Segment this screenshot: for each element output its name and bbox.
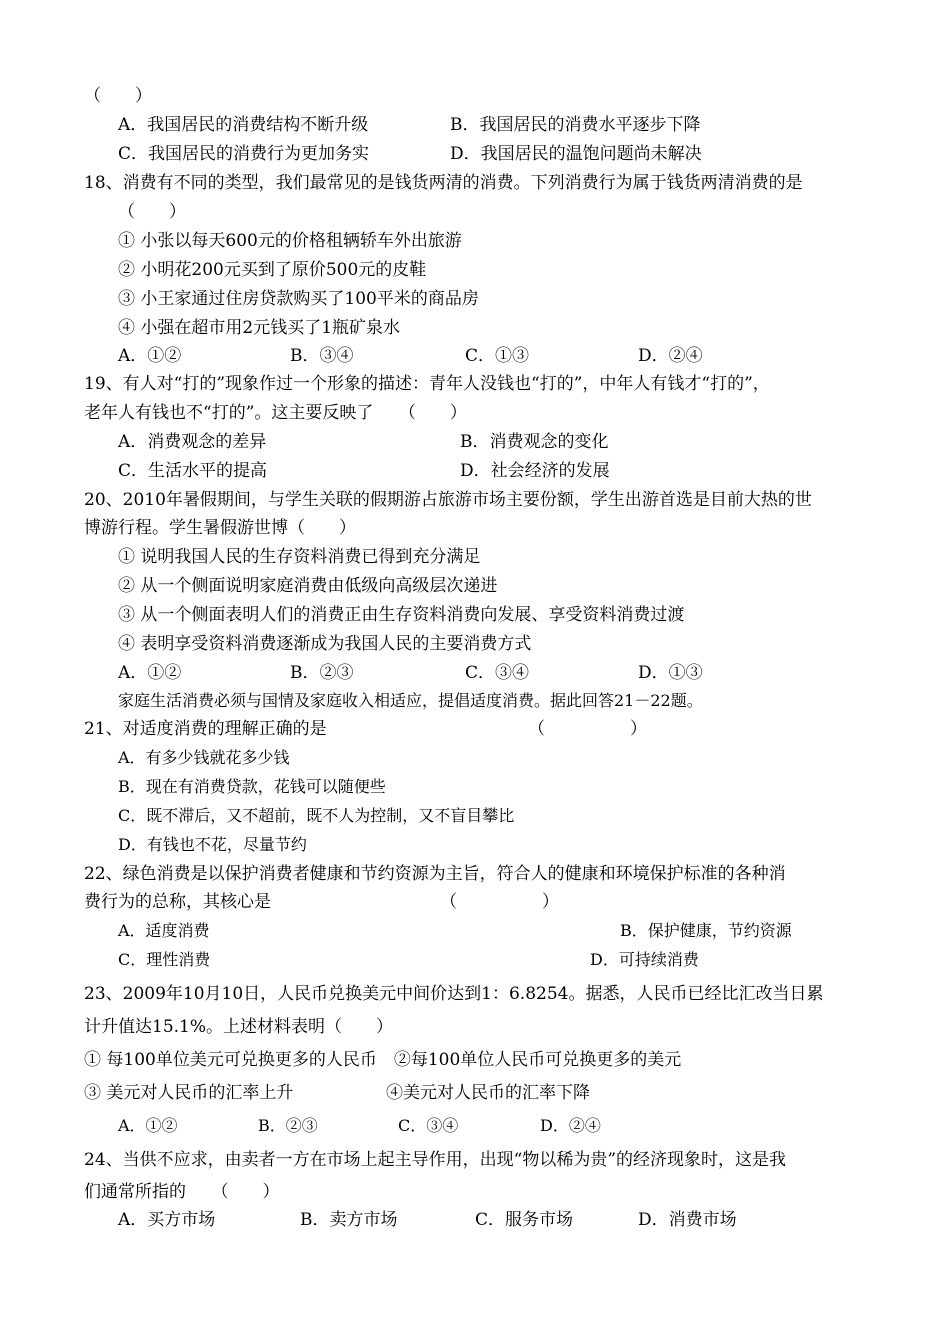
q20-option-c: C．③④ xyxy=(465,663,530,683)
q17-option-b: B．我国居民的消费水平逐步下降 xyxy=(450,115,701,135)
q24-stem-line1: 24、当供不应求，由卖者一方在市场上起主导作用，出现“物以稀为贵”的经济现象时，这是我 xyxy=(84,1150,787,1170)
q19-option-c: C．生活水平的提高 xyxy=(118,461,268,481)
q20-item-1: ① 说明我国人民的生存资料消费已得到充分满足 xyxy=(118,547,481,567)
q18-item-1: ① 小张以每天600元的价格租辆轿车外出旅游 xyxy=(118,231,462,251)
q23-stem-line2: 计升值达15.1%。上述材料表明（ ） xyxy=(84,1017,394,1037)
q23-item-4: ④美元对人民币的汇率下降 xyxy=(386,1083,590,1103)
q20-stem-line1: 20、2010年暑假期间，与学生关联的假期游占旅游市场主要份额，学生出游首选是目前大热的世 xyxy=(84,490,812,510)
q19-option-d: D．社会经济的发展 xyxy=(460,461,610,481)
q24-option-b: B．卖方市场 xyxy=(300,1210,398,1230)
q21-stem: 21、对适度消费的理解正确的是 xyxy=(84,719,327,739)
q21-option-a: A．有多少钱就花多少钱 xyxy=(118,748,290,767)
q18-option-c: C．①③ xyxy=(465,346,530,366)
q22-option-d: D．可持续消费 xyxy=(590,950,699,969)
q22-option-b: B．保护健康，节约资源 xyxy=(620,921,792,940)
q23-option-a: A．①② xyxy=(118,1116,178,1135)
q18-answer-paren: （ ） xyxy=(118,202,186,222)
q20-option-d: D．①③ xyxy=(638,663,703,683)
q22-stem-line2: 费行为的总称，其核心是 xyxy=(84,892,271,912)
q17-option-d: D．我国居民的温饱问题尚未解决 xyxy=(450,144,702,164)
q23-item-3: ③ 美元对人民币的汇率上升 xyxy=(84,1083,294,1103)
q21-option-c: C．既不滞后，又不超前，既不人为控制，又不盲目攀比 xyxy=(118,806,515,825)
q17-answer-paren: （ ） xyxy=(84,86,152,106)
q23-option-b: B．②③ xyxy=(258,1116,318,1135)
q21-answer-paren: （ ） xyxy=(528,719,647,739)
q19-stem-line2: 老年人有钱也不“打的”。这主要反映了 （ ） xyxy=(84,403,467,423)
q24-option-c: C．服务市场 xyxy=(475,1210,574,1230)
q22-stem-line1: 22、绿色消费是以保护消费者健康和节约资源为主旨，符合人的健康和环境保护标准的各种消 xyxy=(84,864,786,884)
q21-option-b: B．现在有消费贷款，花钱可以随便些 xyxy=(118,777,386,796)
q18-stem-line1: 18、消费有不同的类型，我们最常见的是钱货两清的消费。下列消费行为属于钱货两清消费的是 xyxy=(84,173,803,193)
q23-option-d: D．②④ xyxy=(540,1116,601,1135)
q19-option-b: B．消费观念的变化 xyxy=(460,432,609,452)
q17-option-a: A．我国居民的消费结构不断升级 xyxy=(118,115,369,135)
q19-stem-line1: 19、有人对“打的”现象作过一个形象的描述：青年人没钱也“打的”，中年人有钱才“打的”， xyxy=(84,374,770,394)
q20-option-a: A．①② xyxy=(118,663,182,683)
q20-option-b: B．②③ xyxy=(290,663,354,683)
q20-stem-line2: 博游行程。学生暑假游世博（ ） xyxy=(84,518,356,538)
q18-item-4: ④ 小强在超市用2元钱买了1瓶矿泉水 xyxy=(118,318,401,338)
q18-option-a: A．①② xyxy=(118,346,182,366)
q22-option-a: A．适度消费 xyxy=(118,921,210,940)
q19-option-a: A．消费观念的差异 xyxy=(118,432,267,452)
q20-item-2: ② 从一个侧面说明家庭消费由低级向高级层次递进 xyxy=(118,576,498,596)
q18-option-b: B．③④ xyxy=(290,346,354,366)
q18-item-2: ② 小明花200元买到了原价500元的皮鞋 xyxy=(118,260,427,280)
q17-option-c: C．我国居民的消费行为更加务实 xyxy=(118,144,370,164)
q23-stem-line1: 23、2009年10月10日，人民币兑换美元中间价达到1：6.8254。据悉，人民币已经比汇改当日累 xyxy=(84,984,824,1004)
q24-stem-line2: 们通常所指的 （ ） xyxy=(84,1182,280,1202)
q23-option-c: C．③④ xyxy=(398,1116,459,1135)
q24-option-d: D．消费市场 xyxy=(638,1210,737,1230)
q22-option-c: C．理性消费 xyxy=(118,950,211,969)
q20-item-4: ④ 表明享受资料消费逐渐成为我国人民的主要消费方式 xyxy=(118,634,532,654)
q18-option-d: D．②④ xyxy=(638,346,703,366)
q21-22-intro: 家庭生活消费必须与国情及家庭收入相适应，提倡适度消费。据此回答21－22题。 xyxy=(118,691,703,710)
q21-option-d: D．有钱也不花，尽量节约 xyxy=(118,835,307,854)
q18-item-3: ③ 小王家通过住房贷款购买了100平米的商品房 xyxy=(118,289,479,309)
q24-option-a: A．买方市场 xyxy=(118,1210,216,1230)
q22-answer-paren: （ ） xyxy=(440,892,559,912)
q23-item-line1: ① 每100单位美元可兑换更多的人民币 ②每100单位人民币可兑换更多的美元 xyxy=(84,1050,682,1070)
q20-item-3: ③ 从一个侧面表明人们的消费正由生存资料消费向发展、享受资料消费过渡 xyxy=(118,605,685,625)
